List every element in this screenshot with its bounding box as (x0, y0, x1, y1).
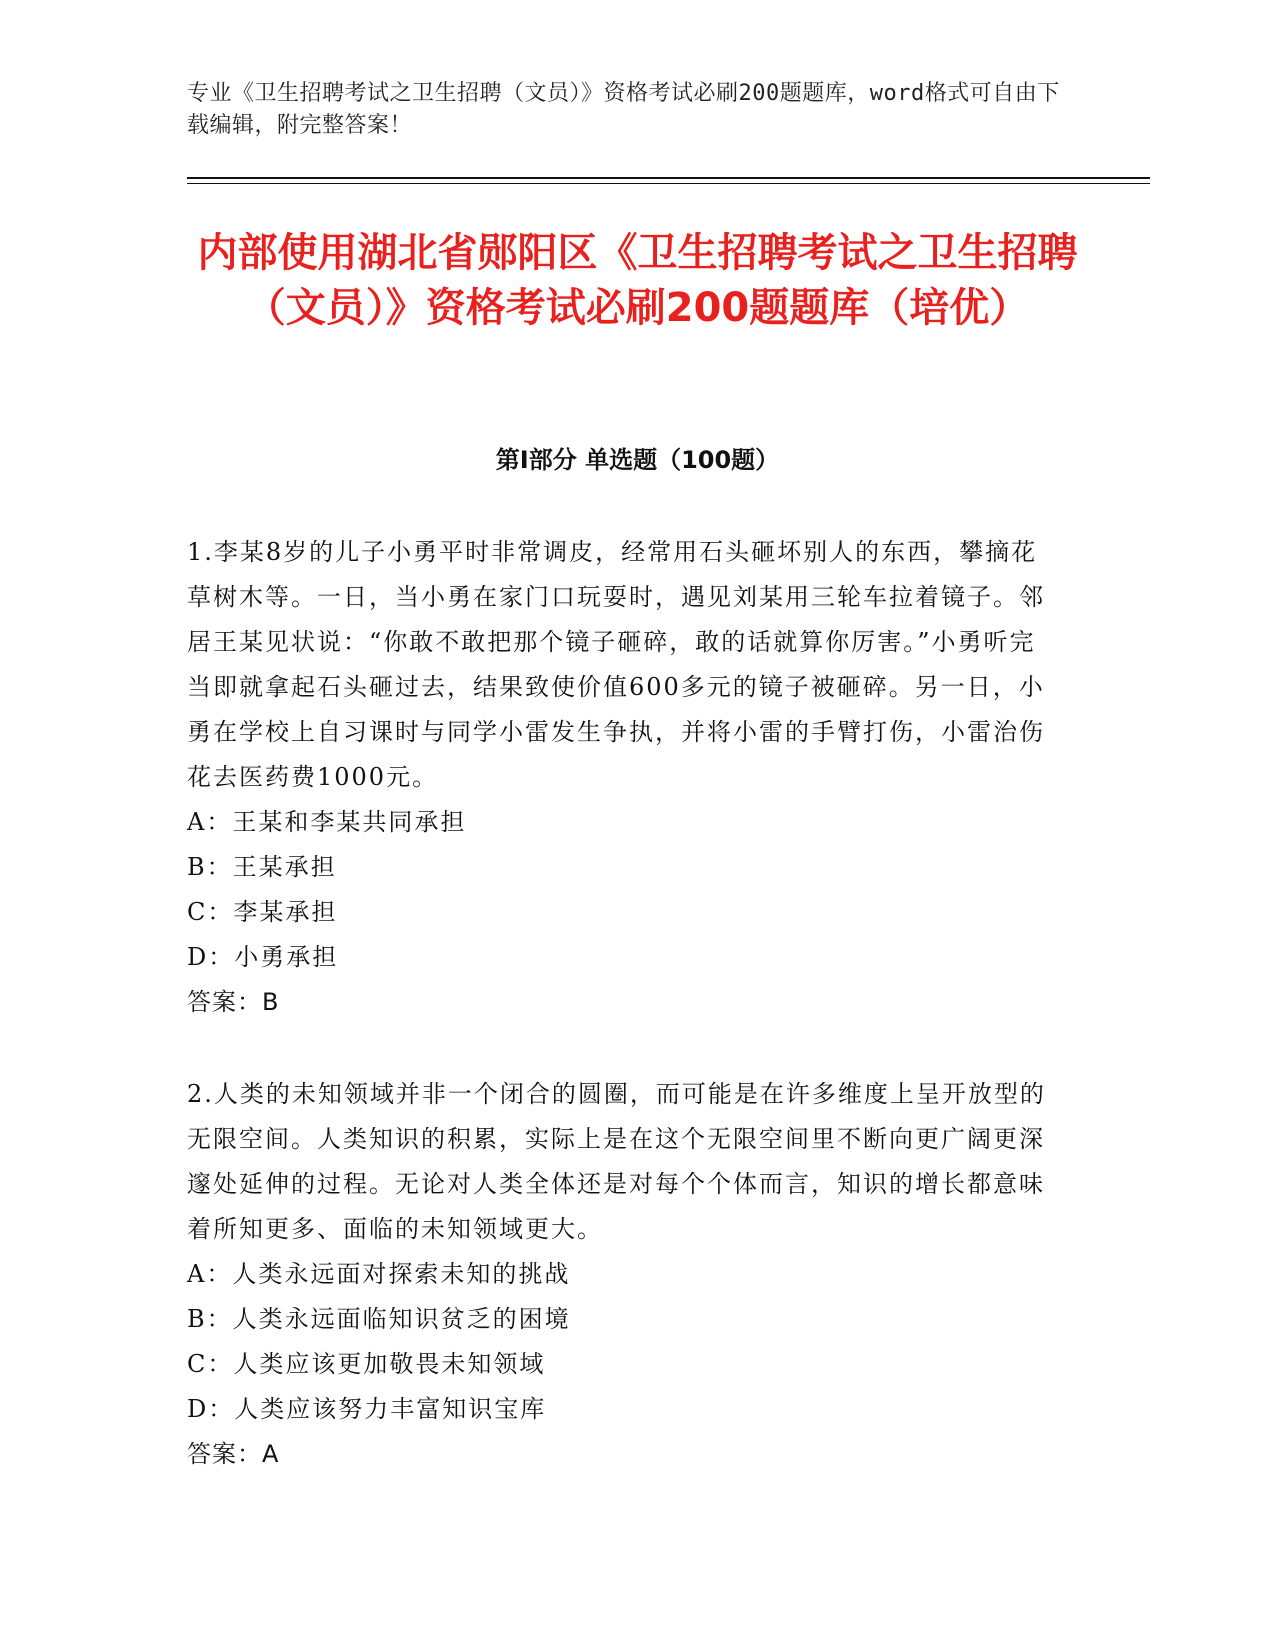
option-a: A：人类永远面对探索未知的挑战 (187, 1260, 571, 1288)
option-c: C：李某承担 (187, 898, 338, 926)
question-2 (187, 1072, 1057, 1477)
question-stem: 1.李某8岁的儿子小勇平时非常调皮，经常用石头砸坏别人的东西，攀摘花草树木等。一日，当小勇在家门口玩耍时，遇见刘某用三轮车拉着镜子。邻居王某见状说：“你敢不敢把那个镜子砸碎，敢的话就算你厉害。”小勇听完当即就拿起石头砸过去，结果致使价值600多元的镜子被砸碎。另一日，小勇在学校上自习课时与同学小雷发生争执，并将小雷的手臂打伤，小雷治伤花去医药费1000元。 (187, 538, 1045, 791)
answer: 答案：B (187, 988, 280, 1016)
question-1 (187, 530, 1057, 1025)
section-title: 第Ⅰ部分 单选题（100题） (495, 446, 780, 474)
option-a: A：王某和李某共同承担 (187, 808, 467, 836)
answer: 答案：A (187, 1440, 280, 1468)
option-b: B：人类永远面临知识贫乏的困境 (187, 1305, 571, 1333)
option-d: D：人类应该努力丰富知识宝库 (187, 1395, 547, 1423)
header-divider-thin (187, 183, 1150, 184)
header-note: 专业《卫生招聘考试之卫生招聘（文员）》资格考试必刷200题题库，word格式可自由下载编辑，附完整答案！ (187, 81, 1060, 138)
document-title: 内部使用湖北省郧阳区《卫生招聘考试之卫生招聘（文员）》资格考试必刷200题题库（培优） (197, 230, 1078, 331)
question-stem: 2.人类的未知领域并非一个闭合的圆圈，而可能是在许多维度上呈开放型的无限空间。人类知识的积累，实际上是在这个无限空间里不断向更广阔更深邃处延伸的过程。无论对人类全体还是对每个个体而言，知识的增长都意味着所知更多、面临的未知领域更大。 (187, 1080, 1046, 1243)
option-d: D：小勇承担 (187, 943, 339, 971)
option-b: B：王某承担 (187, 853, 337, 881)
option-c: C：人类应该更加敬畏未知领域 (187, 1350, 546, 1378)
header-divider-thick (187, 177, 1150, 179)
